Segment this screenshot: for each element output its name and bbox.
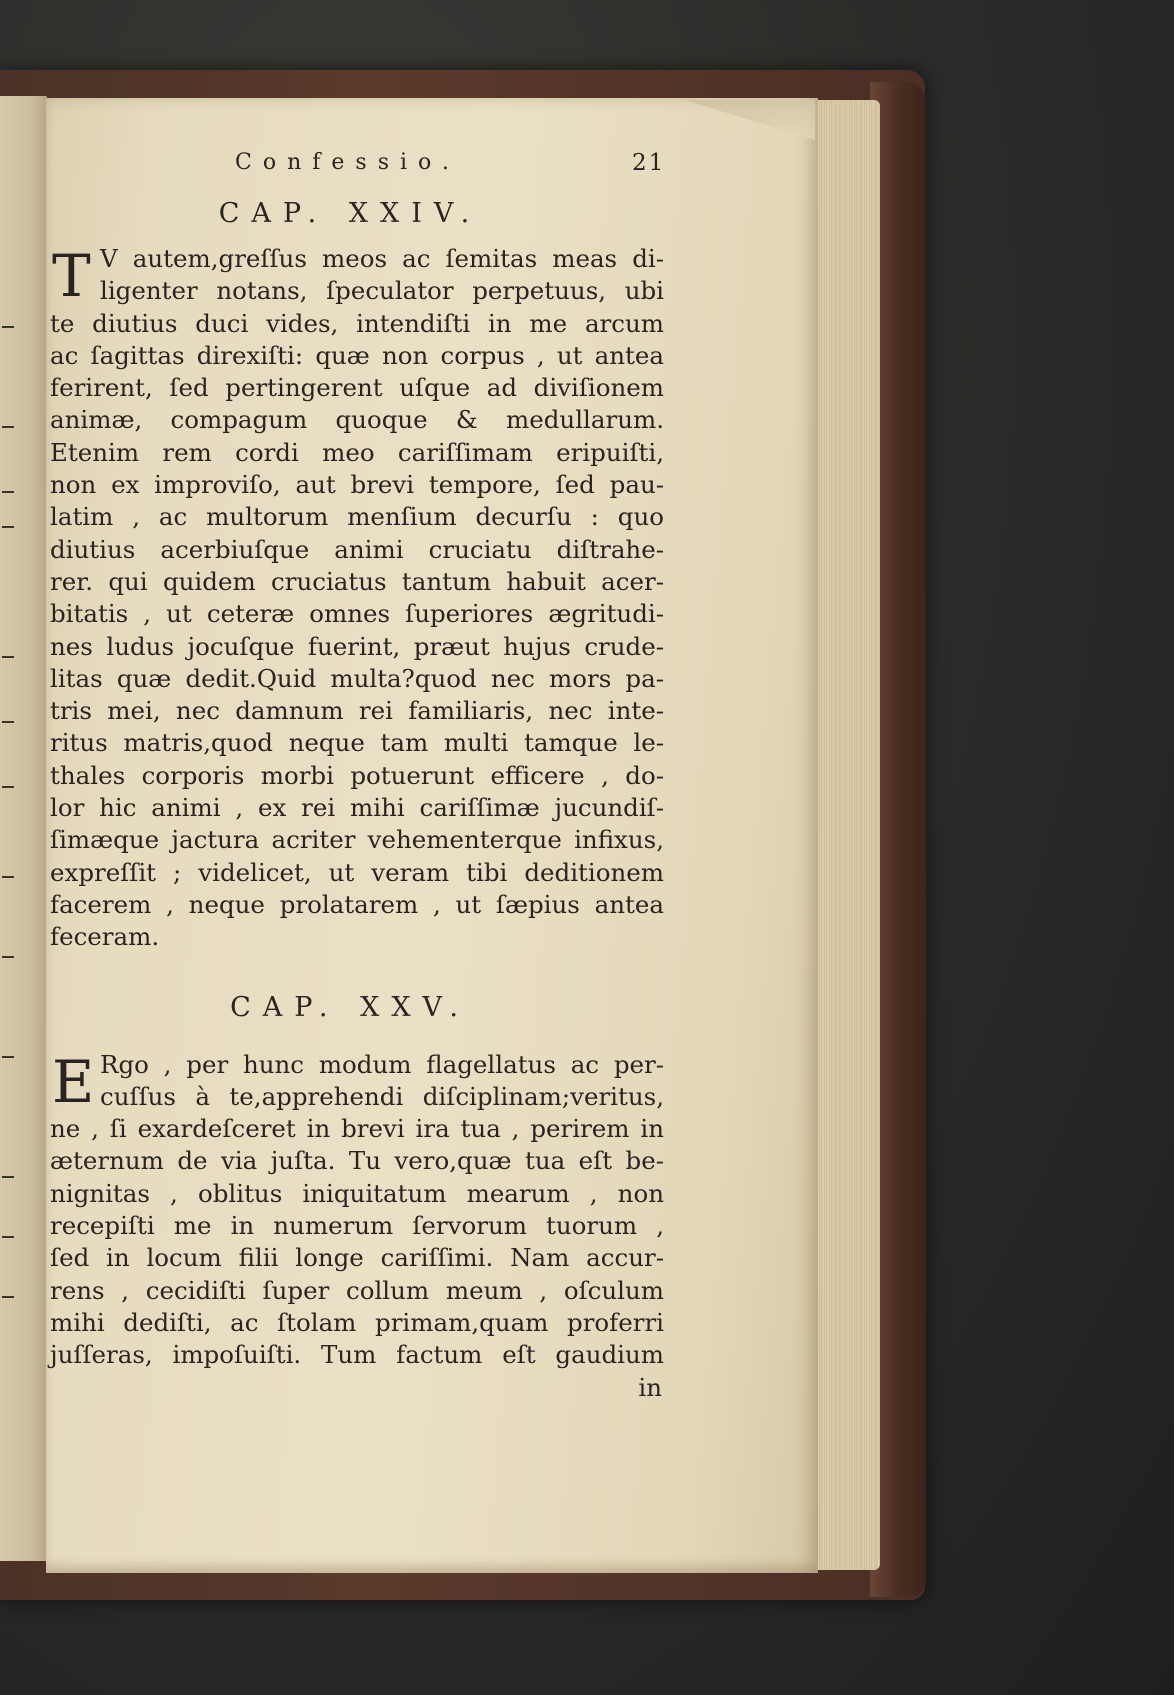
page-text (50, 150, 670, 1404)
text-line: feceram. (50, 922, 160, 952)
text-line: ne , ſi exardeſceret in brevi ira tua , perirem in (50, 1114, 664, 1144)
text-line: non ex improviſo, aut brevi tempore, ſed pau- (50, 470, 664, 500)
text-line: cuſſus à te,apprehendi diſciplinam;veritus, (100, 1081, 664, 1111)
text-line: lor hic animi , ex rei mihi cariſſimæ jucundiſ- (50, 793, 664, 823)
text-line: æternum de via juſta. Tu vero,quæ tua eſt be- (50, 1146, 664, 1176)
text-line: mihi dediſti, ac ſtolam primam,quam proferri (50, 1307, 664, 1337)
text-line: rens , cecidiſti ſuper collum meum , oſculum (50, 1275, 664, 1305)
chapter-body (50, 243, 670, 954)
text-line: te diutius duci vides, intendiſti in me arcum (50, 308, 664, 338)
text-line: juſſeras, impoſuiſti. Tum factum eſt gaudium (50, 1340, 664, 1370)
text-line: diutius acerbiuſque animi cruciatu diſtrahe- (50, 534, 664, 564)
text-line: litas quæ dedit.Quid multa?quod nec mors pa- (50, 663, 664, 693)
text-line: bitatis , ut ceteræ omnes ſuperiores ægritudi- (50, 599, 664, 629)
text-line: Rgo , per hunc modum flagellatus ac per- (100, 1049, 664, 1079)
chapter-heading: CAP. XXIV. (218, 198, 482, 229)
text-line: ſimæque jactura acriter vehementerque infixus, (50, 825, 664, 855)
text-line: facerem , neque prolatarem , ut ſæpius antea (50, 889, 664, 919)
chapter-body (50, 1049, 670, 1372)
chapter-24 (50, 198, 670, 954)
text-line: expreſſit ; videlicet, ut veram tibi deditionem (50, 857, 664, 887)
drop-cap: E (52, 1047, 95, 1116)
text-line: ritus matris,quod neque tam multi tamque le- (50, 728, 664, 758)
text-line: ſed in locum filii longe cariſſimi. Nam accur- (50, 1243, 664, 1273)
text-line: recepiſti me in numerum ſervorum tuorum , (50, 1211, 664, 1241)
text-line: nignitas , oblitus iniquitatum mearum , non (50, 1178, 664, 1208)
running-head (50, 150, 670, 190)
drop-cap: T (52, 242, 91, 310)
text-line: ac ſagittas direxiſti: quæ non corpus , ut antea (50, 340, 664, 370)
facing-page-edge (0, 96, 47, 1561)
text-line: tris mei, nec damnum rei familiaris, nec inte- (50, 696, 664, 726)
chapter-heading: CAP. XXV. (230, 991, 470, 1023)
text-line: rer. qui quidem cruciatus tantum habuit acer- (50, 566, 664, 596)
text-line: ligenter notans, ſpeculator perpetuus, ubi (100, 276, 664, 306)
text-line: animæ, compagum quoque & medullarum. (50, 405, 664, 435)
text-line: thales corporis morbi potuerunt efficere , do- (50, 760, 664, 790)
text-line: V autem,greſſus meos ac ſemitas meas di- (100, 244, 664, 273)
text-line: ferirent, ſed pertingerent uſque ad diviſionem (50, 373, 664, 403)
text-line: nes ludus jocuſque fuerint, præut hujus crude- (50, 631, 664, 661)
text-line: Etenim rem cordi meo cariſſimam eripuiſti, (50, 437, 664, 467)
catchword: in (638, 1372, 662, 1402)
text-line: latim , ac multorum menſium decurſu : quo (50, 502, 664, 532)
page-number: 21 (632, 150, 666, 176)
running-head-title: Confessio. (235, 150, 460, 175)
chapter-25 (50, 992, 670, 1404)
